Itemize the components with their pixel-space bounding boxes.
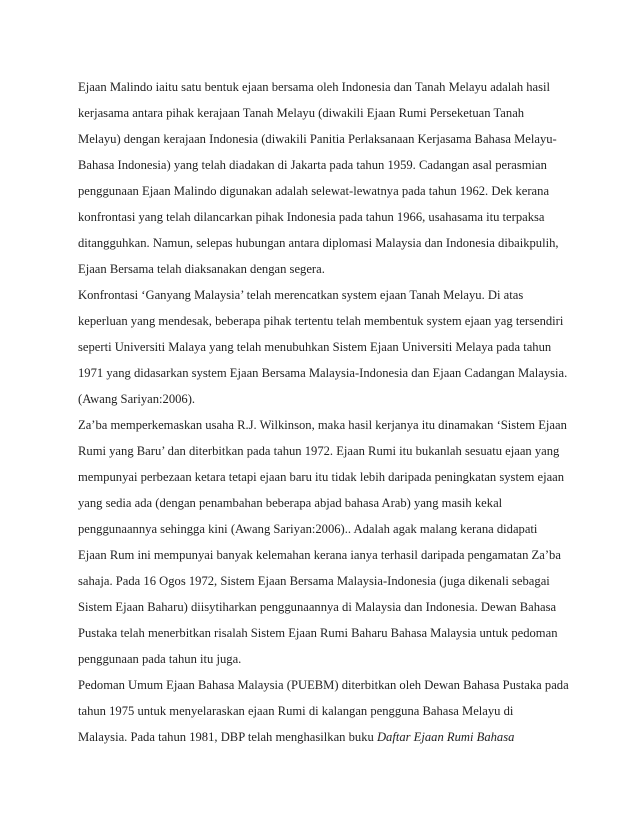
text-line: keperluan yang mendesak, beberapa pihak tertentu telah membentuk system ejaan yag tersendiri (78, 314, 564, 328)
text-line: Ejaan Malindo iaitu satu bentuk ejaan bersama oleh Indonesia dan Tanah Melayu adalah hasil (78, 80, 551, 94)
text-line: penggunaannya sehingga kini (Awang Sariyan:2006).. Adalah agak malang kerana didapati (78, 522, 538, 536)
text-line: ditangguhkan. Namun, selepas hubungan antara diplomasi Malaysia dan Indonesia dibaikpulih, (78, 236, 559, 250)
text-line-last (78, 729, 514, 745)
text-line: konfrontasi yang telah dilancarkan pihak Indonesia pada tahun 1966, usahasama itu terpaksa (78, 210, 545, 224)
text-line: Za’ba memperkemaskan usaha R.J. Wilkinson, maka hasil kerjanya itu dinamakan ‘Sistem Ejaan (78, 418, 567, 432)
text-line: penggunaan Ejaan Malindo digunakan adalah selewat-lewatnya pada tahun 1962. Dek kerana (78, 184, 550, 198)
text-line: kerjasama antara pihak kerajaan Tanah Melayu (diwakili Ejaan Rumi Perseketuan Tanah (78, 106, 525, 120)
book-title-italic: Daftar Ejaan Rumi Bahasa (376, 730, 515, 744)
text-line: penggunaan pada tahun itu juga. (78, 652, 242, 666)
text-line: Pedoman Umum Ejaan Bahasa Malaysia (PUEBM) diterbitkan oleh Dewan Bahasa Pustaka pada (78, 678, 569, 692)
text-line: Bahasa Indonesia) yang telah diadakan di Jakarta pada tahun 1959. Cadangan asal perasmian (78, 158, 547, 172)
text-line: Pustaka telah menerbitkan risalah Sistem Ejaan Rumi Baharu Bahasa Malaysia untuk pedoman (78, 626, 558, 640)
text-span: Malaysia. Pada tahun 1981, DBP telah menghasilkan buku (78, 730, 377, 744)
text-line: Sistem Ejaan Baharu) diisytiharkan penggunaannya di Malaysia dan Indonesia. Dewan Bahasa (78, 600, 557, 614)
text-line: Rumi yang Baru’ dan diterbitkan pada tahun 1972. Ejaan Rumi itu bukanlah sesuatu ejaan yang (78, 444, 560, 458)
text-line: mempunyai perbezaan ketara tetapi ejaan baru itu tidak lebih daripada peningkatan system ejaan (78, 470, 565, 484)
text-line: Ejaan Bersama telah diaksanakan dengan segera. (78, 262, 325, 276)
text-line: yang sedia ada (dengan penambahan beberapa abjad bahasa Arab) yang masih kekal (78, 496, 503, 510)
text-line: 1971 yang didasarkan system Ejaan Bersama Malaysia-Indonesia dan Ejaan Cadangan Malaysia. (78, 366, 568, 380)
text-line: seperti Universiti Malaya yang telah menubuhkan Sistem Ejaan Universiti Melaya pada tahun (78, 340, 552, 354)
text-line: Konfrontasi ‘Ganyang Malaysia’ telah merencatkan system ejaan Tanah Melayu. Di atas (78, 288, 524, 302)
text-line: tahun 1975 untuk menyelaraskan ejaan Rumi di kalangan pengguna Bahasa Melayu di (78, 704, 514, 718)
text-line: Ejaan Rum ini mempunyai banyak kelemahan kerana ianya terhasil daripada pengamatan Za’ba (78, 548, 561, 562)
text-line: sahaja. Pada 16 Ogos 1972, Sistem Ejaan Bersama Malaysia-Indonesia (juga dikenali sebagai (78, 574, 550, 588)
text-line: (Awang Sariyan:2006). (78, 392, 196, 406)
text-line: Melayu) dengan kerajaan Indonesia (diwakili Panitia Perlaksanaan Kerjasama Bahasa Melayu- (78, 132, 557, 146)
